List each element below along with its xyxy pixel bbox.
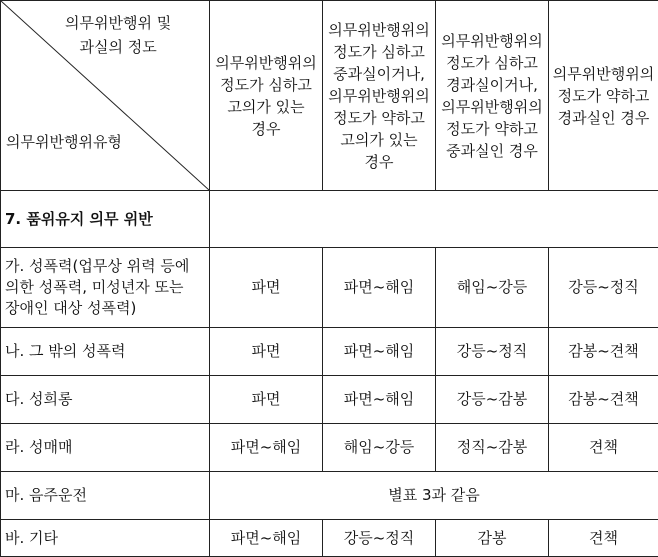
table-cell: 파면~해임 [323,248,436,328]
table-row [1,472,658,520]
column-header: 의무위반행위의 정도가 심하고 고의가 있는 경우 [210,1,323,191]
table-cell: 강등~정직 [323,520,436,557]
row-label: 바. 기타 [1,520,210,557]
table-cell: 파면 [210,376,323,424]
table-cell: 강등~정직 [436,328,549,376]
row-label: 라. 성매매 [1,424,210,472]
table-cell: 파면 [210,248,323,328]
row-label: 다. 성희롱 [1,376,210,424]
column-header: 의무위반행위의 정도가 약하고 경과실인 경우 [549,1,658,191]
table-cell: 견책 [549,520,658,557]
table-row [1,520,658,557]
table-row [1,424,658,472]
diagonal-top-line: 의무위반행위 및 [65,11,171,35]
table-cell: 강등~정직 [549,248,658,328]
table-cell: 파면~해임 [210,520,323,557]
table-cell: 파면 [210,328,323,376]
table-cell: 정직~감봉 [436,424,549,472]
table-row [1,248,658,328]
table-cell: 파면~해임 [210,424,323,472]
table-cell: 해임~강등 [436,248,549,328]
section-empty-cell [210,191,658,248]
row-label: 나. 그 밖의 성폭력 [1,328,210,376]
table-cell: 파면~해임 [323,376,436,424]
diagonal-header-cell [1,1,210,191]
table-cell: 해임~강등 [323,424,436,472]
merged-cell: 별표 3과 같음 [210,472,658,520]
diagonal-top-line: 과실의 정도 [65,35,171,59]
table-cell: 감봉~견책 [549,328,658,376]
section-title: 7. 품위유지 의무 위반 [1,191,210,248]
header-row [1,1,658,191]
section-row [1,191,658,248]
diagonal-top-label [65,11,171,59]
row-label: 마. 음주운전 [1,472,210,520]
table-cell: 감봉~견책 [549,376,658,424]
diagonal-bottom-label: 의무위반행위유형 [6,132,122,153]
table-cell: 견책 [549,424,658,472]
table-cell: 강등~감봉 [436,376,549,424]
table-row [1,376,658,424]
table-cell: 파면~해임 [323,328,436,376]
table-cell: 감봉 [436,520,549,557]
table-row [1,328,658,376]
column-header: 의무위반행위의 정도가 심하고 중과실이거나, 의무위반행위의 정도가 약하고 고의가 있는 경우 [323,1,436,191]
row-label: 가. 성폭력(업무상 위력 등에 의한 성폭력, 미성년자 또는 장애인 대상 성폭력) [1,248,210,328]
column-header: 의무위반행위의 정도가 심하고 경과실이거나, 의무위반행위의 정도가 약하고 중과실인 경우 [436,1,549,191]
